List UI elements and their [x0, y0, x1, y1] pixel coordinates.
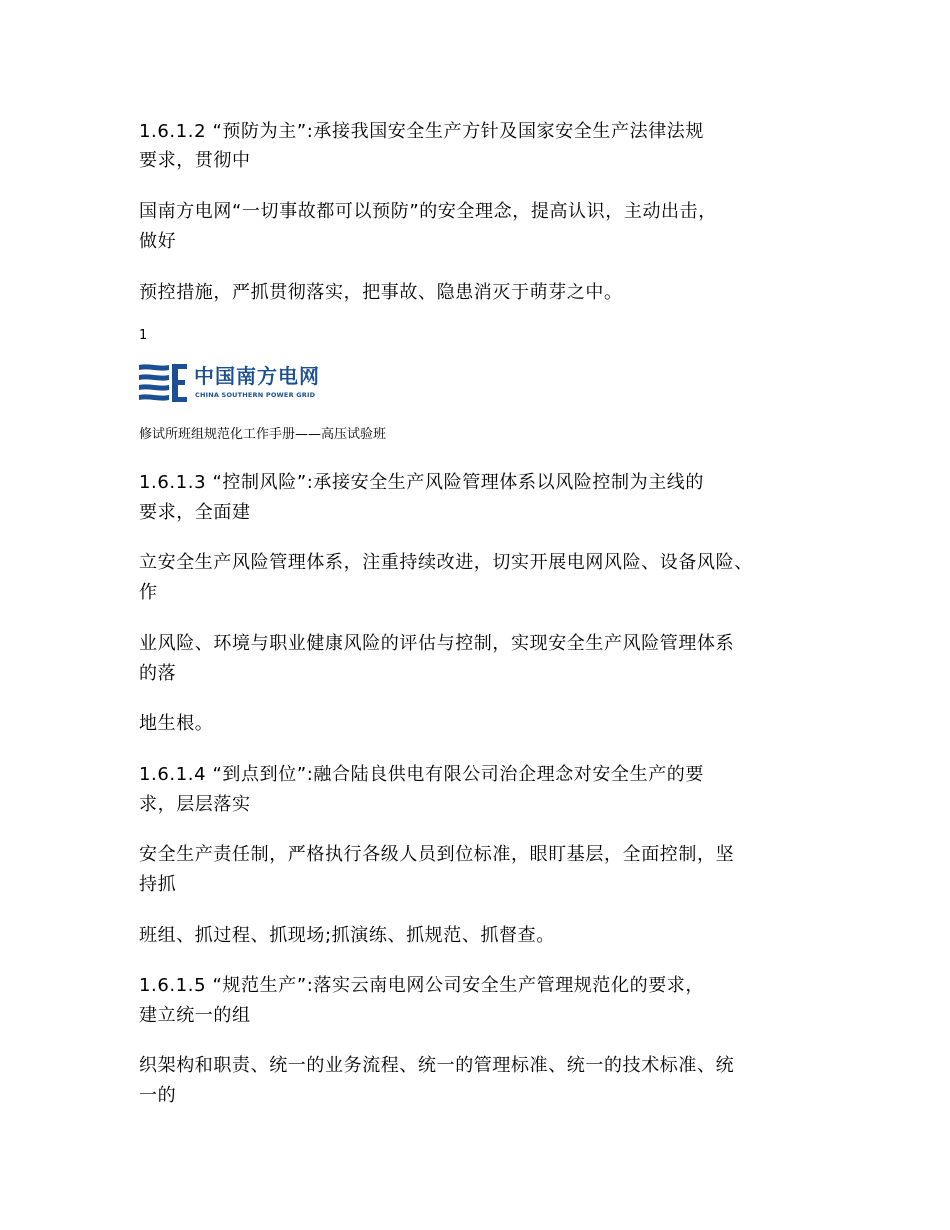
- paragraph-4-line-1: 1.6.1.5 “规范生产”:落实云南电网公司安全生产管理规范化的要求，: [139, 975, 705, 996]
- paragraph-2-line-2: 要求，全面建: [139, 502, 251, 523]
- paragraph-3-line-1: 1.6.1.4 “到点到位”:融合陆良供电有限公司治企理念对安全生产的要: [139, 764, 705, 785]
- paragraph-1-line-5: 预控措施，严抓贯彻落实，把事故、隐患消灭于萌芽之中。: [139, 282, 623, 303]
- paragraph-3-line-3: 安全生产责任制，严格执行各级人员到位标准，眼盯基层，全面控制，坚: [139, 844, 735, 865]
- logo-name-cn: 中国南方电网: [194, 364, 320, 388]
- paragraph-4-line-4: 一的: [139, 1085, 177, 1106]
- paragraph-2-line-1: 1.6.1.3 “控制风险”:承接安全生产风险管理体系以风险控制为主线的: [139, 472, 705, 493]
- paragraph-1-line-4: 做好: [139, 231, 177, 252]
- paragraph-1-line-3: 国南方电网“一切事故都可以预防”的安全理念，提高认识，主动出击，: [139, 201, 717, 222]
- paragraph-4-line-3: 织架构和职责、统一的业务流程、统一的管理标准、统一的技术标准、统: [139, 1055, 735, 1076]
- paragraph-2-line-6: 的落: [139, 663, 177, 684]
- page-number: 1: [139, 328, 148, 343]
- paragraph-2-line-5: 业风险、环境与职业健康风险的评估与控制，实现安全生产风险管理体系: [139, 633, 735, 654]
- paragraph-2-line-3: 立安全生产风险管理体系，注重持续改进，切实开展电网风险、设备风险、: [139, 552, 753, 573]
- paragraph-2-line-4: 作: [139, 582, 158, 603]
- manual-header-caption: 修试所班组规范化工作手册——高压试验班: [139, 427, 387, 442]
- paragraph-3-line-2: 求，层层落实: [139, 794, 251, 815]
- power-grid-emblem-icon: [139, 362, 189, 404]
- paragraph-1-line-2: 要求，贯彻中: [139, 150, 251, 171]
- paragraph-3-line-5: 班组、抓过程、抓现场;抓演练、抓规范、抓督查。: [139, 925, 555, 946]
- company-logo: [139, 362, 339, 404]
- paragraph-3-line-4: 持抓: [139, 874, 177, 895]
- logo-name-en: CHINA SOUTHERN POWER GRID: [195, 391, 316, 399]
- paragraph-2-line-7: 地生根。: [139, 713, 214, 734]
- paragraph-1-line-1: 1.6.1.2 “预防为主”:承接我国安全生产方针及国家安全生产法律法规: [139, 121, 705, 142]
- paragraph-4-line-2: 建立统一的组: [139, 1005, 251, 1026]
